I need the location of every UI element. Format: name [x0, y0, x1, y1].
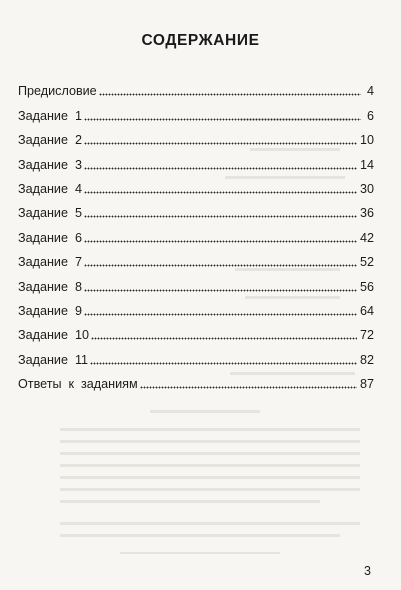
- toc-entry-label: Задание 3: [18, 157, 82, 172]
- dot-leader: [140, 379, 357, 389]
- toc-entry-page: 42: [359, 230, 374, 245]
- toc-entry-label: Задание 6: [18, 230, 82, 245]
- dot-leader: [91, 330, 357, 340]
- toc-entry: [18, 147, 374, 171]
- toc-entry-page: 36: [359, 206, 374, 221]
- dot-leader: [84, 257, 357, 267]
- toc-entry-page: 87: [359, 377, 374, 392]
- dot-leader: [84, 208, 357, 218]
- toc-entry-label: Задание 7: [18, 255, 82, 270]
- toc-entry: [18, 196, 374, 220]
- toc-entry-page: 6: [366, 108, 374, 123]
- toc-entry-label: Задание 11: [18, 352, 89, 367]
- dot-leader: [99, 86, 361, 96]
- dot-leader: [84, 233, 357, 243]
- toc-entry-page: 52: [359, 255, 374, 270]
- dot-leader: [90, 355, 357, 365]
- toc-entry: [18, 294, 374, 318]
- toc-entry: [18, 74, 374, 98]
- toc-entry-page: 4: [366, 84, 374, 99]
- dot-leader: [84, 282, 357, 292]
- toc-entry-label: Ответы к заданиям: [18, 377, 138, 392]
- toc-entry-page: 10: [359, 133, 374, 148]
- toc-entry: [18, 172, 374, 196]
- toc-entry: [18, 245, 374, 269]
- toc-entry: [18, 220, 374, 244]
- dot-leader: [84, 135, 357, 145]
- dot-leader: [84, 160, 357, 170]
- dot-leader: [84, 184, 357, 194]
- toc-entry-page: 14: [359, 157, 374, 172]
- dot-leader: [84, 111, 361, 121]
- toc-entry-label: Задание 2: [18, 133, 82, 148]
- toc-entry: [18, 342, 374, 366]
- toc-entry-label: Задание 10: [18, 328, 89, 343]
- toc-entry: [18, 367, 374, 391]
- toc-entry-page: 30: [359, 181, 374, 196]
- toc-entry-label: Задание 1: [18, 108, 82, 123]
- page-number: 3: [364, 564, 371, 578]
- toc-entry-page: 64: [359, 303, 374, 318]
- toc-entry: [18, 269, 374, 293]
- table-of-contents: [18, 74, 374, 391]
- toc-entry: [18, 98, 374, 122]
- dot-leader: [84, 306, 357, 316]
- toc-entry-label: Задание 5: [18, 206, 82, 221]
- page-title: СОДЕРЖАНИЕ: [141, 32, 260, 49]
- toc-entry-label: Предисловие: [18, 84, 97, 99]
- toc-entry-label: Задание 9: [18, 303, 82, 318]
- toc-entry-label: Задание 4: [18, 181, 82, 196]
- toc-entry-label: Задание 8: [18, 279, 82, 294]
- toc-entry-page: 72: [359, 328, 374, 343]
- toc-entry: [18, 123, 374, 147]
- toc-entry: [18, 318, 374, 342]
- toc-entry-page: 56: [359, 279, 374, 294]
- toc-entry-page: 82: [359, 352, 374, 367]
